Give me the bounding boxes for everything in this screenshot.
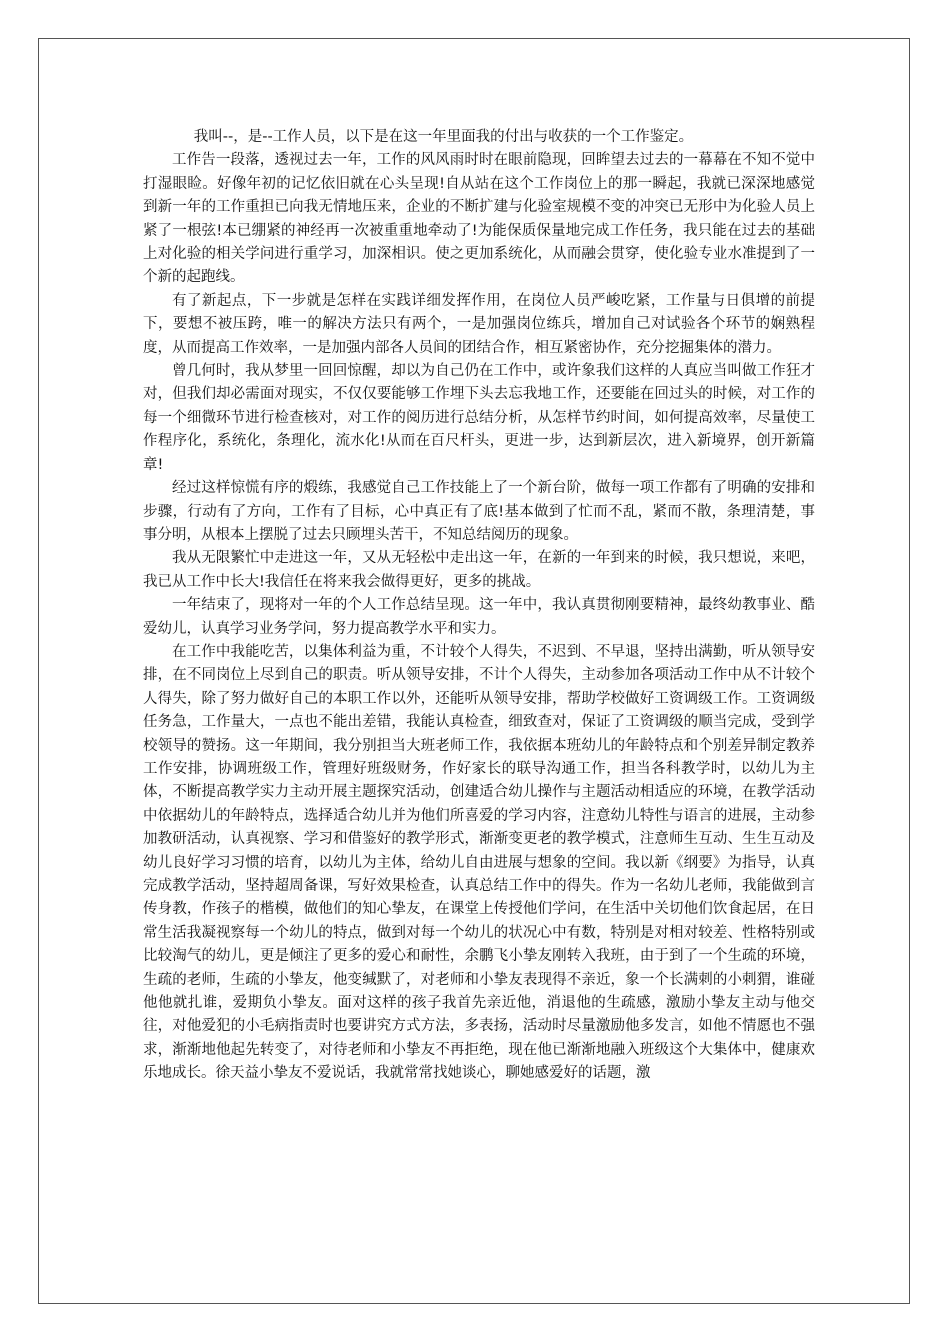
paragraph: 在工作中我能吃苦，以集体利益为重，不计较个人得失，不迟到、不早退，坚持出满勤，听从领导安排，在不同岗位上尽到自己的职责。听从领导安排，不计个人得失，主动参加各项活动工作中从不计较个人得失，除了努力做好自己的本职工作以外，还能听从领导安排，帮助学校做好工资调级工作。工资调级任务急，工作量大，一点也不能出差错，我能认真检查，细致查对，保证了工资调级的顺当完成，受到学校领导的赞扬。这一年期间，我分别担当大班老师工作，我依据本班幼儿的年龄特点和个别差异制定教养工作安排，协调班级工作，管理好班级财务，作好家长的联导沟通工作，担当各科教学时，以幼儿为主体，不断提高教学实力主动开展主题探究活动，创建适合幼儿操作与主题活动相适应的环境，在教学活动中依据幼儿的年龄特点，选择适合幼儿并为他们所喜爱的学习内容，注意幼儿特性与语言的进展，主动参加教研活动，认真视察、学习和借鉴好的教学形式，渐渐变更老的教学模式，注意师生互动、生生互动及幼儿良好学习习惯的培育，以幼儿为主体，给幼儿自由进展与想象的空间。我以新《纲要》为指导，认真完成教学活动，坚持超周备课，写好效果检查，认真总结工作中的得失。作为一名幼儿老师，我能做到言传身教，作孩子的楷模，做他们的知心挚友，在课堂上传授他们学问，在生活中关切他们饮食起居，在日常生活我凝视察每一个幼儿的特点，做到对每一个幼儿的状况心中有数，特别是对相对较差、性格特别或比较淘气的幼儿，更是倾注了更多的爱心和耐性，余鹏飞小挚友刚转入我班，由于到了一个生疏的环境，生疏的老师，生疏的小挚友，他变缄默了，对老师和小挚友表现得不亲近，象一个长满刺的小刺猬，谁碰他他就扎谁，爱期负小挚友。面对这样的孩子我首先亲近他，消退他的生疏感，激励小挚友主动与他交往，对他爱犯的小毛病指责时也要讲究方式方法，多表扬，活动时尽量激励他多发言，如他不情愿也不强求，渐渐地他起先转变了，对待老师和小挚友不再拒绝，现在他已渐渐地融入班级这个大集体中，健康欢乐地成长。徐天益小挚友不爱说话，我就常常找她谈心，聊她感爱好的话题，激 bbox=[143, 643, 815, 1082]
paragraph: 经过这样惊慌有序的煅练，我感觉自己工作技能上了一个新台阶，做每一项工作都有了明确的安排和步骤，行动有了方向，工作有了目标，心中真正有了底!基本做到了忙而不乱，紧而不散，条理清楚，事事分明，从根本上摆脱了过去只顾埋头苦干，不知总结阅历的现象。 bbox=[143, 480, 815, 543]
paragraph: 我从无限繁忙中走进这一年，又从无轻松中走出这一年，在新的一年到来的时候，我只想说，来吧，我已从工作中长大!我信任在将来我会做得更好，更多的挑战。 bbox=[143, 550, 815, 590]
paragraph: 曾几何时，我从梦里一回回惊醒，却以为自己仍在工作中，或许象我们这样的人真应当叫做工作狂才对，但我们却必需面对现实，不仅仅要能够工作埋下头去忘我地工作，还要能在回过头的时候，对工作的每一个细微环节进行检查核对，对工作的阅历进行总结分析，从怎样节约时间，如何提高效率，尽量使工作程序化，系统化，条理化，流水化!从而在百尺杆头，更进一步，达到新层次，进入新境界，创开新篇章! bbox=[143, 363, 815, 473]
paragraph: 有了新起点，下一步就是怎样在实践详细发挥作用，在岗位人员严峻吃紧，工作量与日俱增的前提下，要想不被压跨，唯一的解决方法只有两个，一是加强岗位练兵，增加自己对试验各个环节的娴熟程度，从而提高工作效率，一是加强内部各人员间的团结合作，相互紧密协作，充分挖掘集体的潜力。 bbox=[143, 292, 815, 356]
document-body bbox=[143, 126, 815, 1086]
paragraph: 一年结束了，现将对一年的个人工作总结呈现。这一年中，我认真贯彻刚要精神，最终幼教事业、酷爱幼儿，认真学习业务学问，努力提高教学水平和实力。 bbox=[143, 597, 815, 637]
paragraph: 工作告一段落，透视过去一年，工作的风风雨时时在眼前隐现，回眸望去过去的一幕幕在不知不觉中打湿眼睑。好像年初的记忆依旧就在心头呈现!自从站在这个工作岗位上的那一瞬起，我就已深深地感觉到新一年的工作重担已向我无情地压来，企业的不断扩建与化验室规模不变的冲突已无形中为化验人员上紧了一根弦!本已绷紧的神经再一次被重重地牵动了!为能保质保量地完成工作任务，我只能在过去的基础上对化验的相关学问进行重学习，加深相识。使之更加系统化，从而融会贯穿，使化验专业水准提到了一个新的起跑线。 bbox=[143, 152, 815, 286]
paragraph-intro: 我叫--，是--工作人员，以下是在这一年里面我的付出与收获的一个工作鉴定。 bbox=[193, 129, 694, 145]
